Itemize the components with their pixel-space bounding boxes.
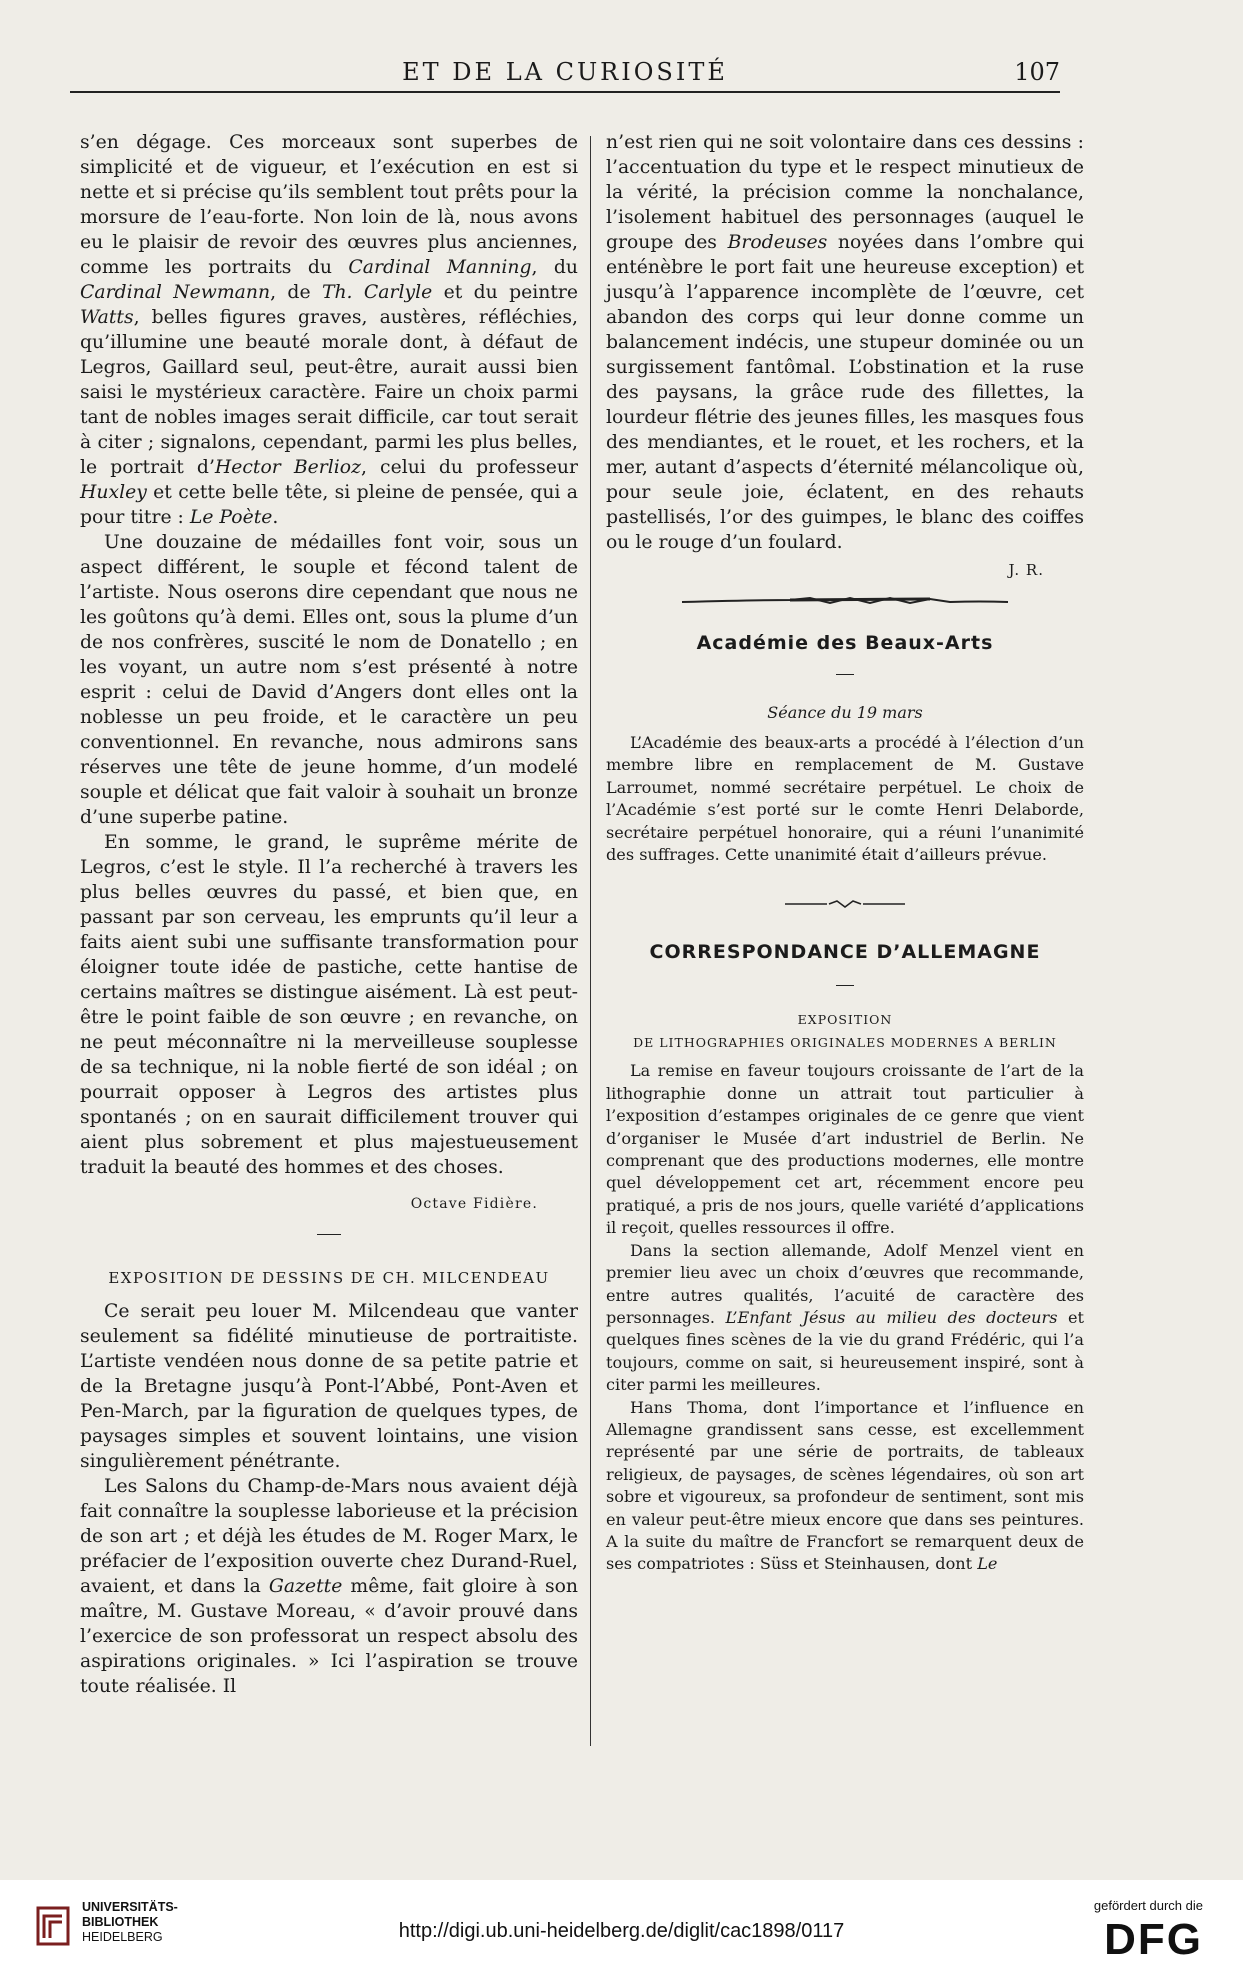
italic-title: Huxley [80, 482, 147, 503]
italic-title: Watts [80, 307, 134, 328]
italic-title: Hector Berlioz [214, 457, 361, 478]
italic-title: Th. Carlyle [321, 282, 433, 303]
italic-title: Le Poète [189, 507, 273, 528]
exposition-kicker: EXPOSITION [797, 1012, 893, 1028]
digitization-footer [0, 1880, 1243, 1982]
page-number: 107 [1014, 58, 1060, 86]
column-divider [590, 136, 591, 1746]
running-title: ET DE LA CURIOSITÉ [402, 58, 728, 86]
correspondance-heading: CORRESPONDANCE D’ALLEMAGNE [649, 941, 1041, 964]
section-dash [317, 1234, 341, 1235]
italic-title: L’Enfant Jésus au milieu des docteurs [725, 1307, 1058, 1327]
paragraph: Les Salons du Champ-de-Mars nous avaient déjà fait connaître la souplesse laborieuse et la précision de son art ; et déjà les études de M. Roger Marx, le préfacier de l’exposition ouverte chez Durand-Ruel, avaient, et dans la Gazette même, fait gloire à son maître, M. Gustave Moreau, « d’avoir prouvé dans l’exercice de son professorat un respect absolu des aspirations originales. » Ici l’aspiration se trouve toute réalisée. Il [80, 1476, 578, 1697]
italic-title: Gazette [268, 1576, 343, 1597]
dfg-logo: DFG [1104, 1915, 1203, 1964]
paragraph: Une douzaine de médailles font voir, sous un aspect différent, le souple et fécond talent de l’artiste. Nous oserons dire cependant que nous ne les goûtons qu’à demi. Elles ont, sous la plume d’un de nos confrères, suscité le nom de Donatello ; en les voyant, un autre nom s’est présenté à notre esprit : celui de David d’Angers dont elles ont la noblesse un peu froide, et le caractère un peu conventionnel. En revanche, nous admirons sans réserves une tête de jeune homme, d’un modelé souple et délicat que fait valoir à souhait un bronze d’une superbe patine. [80, 532, 578, 828]
permalink-url[interactable]: http://digi.ub.uni-heidelberg.de/diglit/cac1898/0117 [398, 1920, 845, 1942]
italic-title: Cardinal Newmann [80, 282, 271, 303]
header-rule [70, 91, 1060, 93]
article-allemagne-body [606, 1060, 1084, 1575]
academie-heading: Académie des Beaux-Arts [696, 632, 994, 654]
article-academie-body [606, 732, 1084, 866]
signature-fidiere: Octave Fidière. [410, 1196, 538, 1212]
paragraph: Dans la section allemande, Adolf Menzel vient en premier lieu avec un choix d’œuvres que recommande, entre autres qualités, l’acuité de caractère des personnages. L’Enfant Jésus au milieu des docteurs et quelques fines scènes de la vie du grand Frédéric, qui l’a toujours, comme on sait, si heureusement inspiré, sont à citer parmi les meilleures. [606, 1240, 1084, 1395]
right-column [606, 130, 1084, 1576]
article-milcendeau-body [80, 1299, 578, 1699]
paragraph: n’est rien qui ne soit volontaire dans ces dessins : l’accentuation du type et le respect minutieux de la vérité, la précision comme la nonchalance, l’isolement habituel des personnages (auquel le groupe des Brodeuses noyées dans l’ombre qui enténèbre le port fait une heureuse exception) et jusqu’à l’apparence incomplète de l’œuvre, cet abandon des corps qui leur donne comme un balancement indécis, une stupeur dominée ou un surgissement fantômal. L’obstination et la ruse des paysans, la grâce rude des fillettes, la lourdeur flétrie des jeunes filles, les masques fous des mendiantes, et le rouet, et les rochers, et la mer, autant d’aspects d’éternité mélancolique où, pour seule joie, éclatent, en des rehauts pastellisés, l’or des guimpes, le blanc des coiffes ou le rouge d’un foulard. [606, 132, 1084, 553]
italic-title: Brodeuses [727, 232, 828, 253]
article-milcendeau-continued [606, 130, 1084, 555]
lithographies-subheading: DE LITHOGRAPHIES ORIGINALES MODERNES A BERLIN [633, 1035, 1057, 1051]
italic-title: Cardinal Manning [348, 257, 532, 278]
ornament-divider-1 [606, 593, 1084, 612]
paragraph: L’Académie des beaux-arts a procédé à l’élection d’un membre libre en remplacement de M. Gustave Larroumet, nommé secrétaire perpétuel. Le choix de l’Académie s’est porté sur le comte Henri Delaborde, secrétaire perpétuel honoraire, qui a réuni l’unanimité des suffrages. Cette unanimité était d’ailleurs prévue. [606, 733, 1084, 865]
paragraph: La remise en faveur toujours croissante de l’art de la lithographie donne un attrait tout particulier à l’exposition d’estampes originales de ce genre que vient d’organiser le Musée d’art industriel de Berlin. Ne comprenant que des productions modernes, elle montre quel développement cet art, récemment encore peu pratiqué, a pris de nos jours, quelle variété d’applications il reçoit, quelles ressources il offre. [606, 1061, 1084, 1238]
university-line: UNIVERSITÄTS- [82, 1900, 178, 1914]
milcendeau-heading: EXPOSITION DE DESSINS DE CH. MILCENDEAU [108, 1269, 550, 1287]
university-line: BIBLIOTHEK [82, 1915, 159, 1929]
seance-subtitle: Séance du 19 mars [767, 703, 923, 722]
section-dash [836, 985, 854, 986]
paragraph: s’en dégage. Ces morceaux sont superbes de simplicité et de vigueur, et l’exécution en est si nette et si précise qu’ils semblent tout prêts pour la morsure de l’eau-forte. Non loin de là, nous avons eu le plaisir de revoir des œuvres plus anciennes, comme les portraits du Cardinal Manning, du Cardinal Newmann, de Th. Carlyle et du peintre Watts, belles figures graves, austères, réfléchies, qu’illumine une beauté morale dont, à défaut de Legros, Gaillard seul, peut-être, aurait aussi bien saisi le mystérieux caractère. Faire un choix parmi tant de nobles images serait difficile, car tout serait à citer ; signalons, cependant, parmi les plus belles, le portrait d’Hector Berlioz, celui du professeur Huxley et cette belle tête, si pleine de pensée, qui a pour titre : Le Poète. [80, 132, 578, 528]
section-dash [836, 674, 854, 675]
sponsor-caption: gefördert durch die [1093, 1898, 1203, 1913]
left-column [80, 130, 578, 1699]
university-line: HEIDELBERG [82, 1930, 163, 1944]
signature-jr: J. R. [1008, 561, 1044, 579]
ornament-divider-2 [606, 894, 1084, 913]
paragraph: En somme, le grand, le suprême mérite de Legros, c’est le style. Il l’a recherché à travers les plus belles œuvres du passé, et bien que, en passant par son cerveau, les emprunts qu’il leur a faits aient subi une suffisante transformation pour éloigner toute idée de pastiche, cette hantise de certains maîtres se distingue aisément. Là est peut-être le point faible de son œuvre ; en revanche, on ne peut méconnaître ni la merveilleuse souplesse de sa technique, ni la noble fierté de son idéal ; on pourrait opposer à Legros des artistes plus spontanés ; on en saurait difficilement trouver qui aient plus sobrement et plus majestueusement traduit la beauté des hommes et des choses. [80, 832, 578, 1178]
running-header [70, 58, 1060, 98]
italic-title: Le [977, 1554, 998, 1574]
article-legros-body [80, 130, 578, 1180]
paragraph: Ce serait peu louer M. Milcendeau que vanter seulement sa fidélité minutieuse de portraitiste. L’artiste vendéen nous donne de sa petite patrie et de la Bretagne jusqu’à Pont-l’Abbé, Pont-Aven et Pen-March, par la figuration de quelques types, de paysages simples et souvent lointains, une vision singulièrement pénétrante. [80, 1301, 578, 1472]
paragraph: Hans Thoma, dont l’importance et l’influence en Allemagne grandissent sans cesse, est excellemment représenté par une série de portraits, de tableaux religieux, de paysages, de scènes légendaires, où son art sobre et vigoureux, sa profondeur de sentiment, sont mis en valeur peut-être mieux encore que dans ses peintures. A la suite du maître de Francfort se remarquent deux de ses compatriotes : Süss et Steinhausen, dont Le [606, 1397, 1084, 1574]
